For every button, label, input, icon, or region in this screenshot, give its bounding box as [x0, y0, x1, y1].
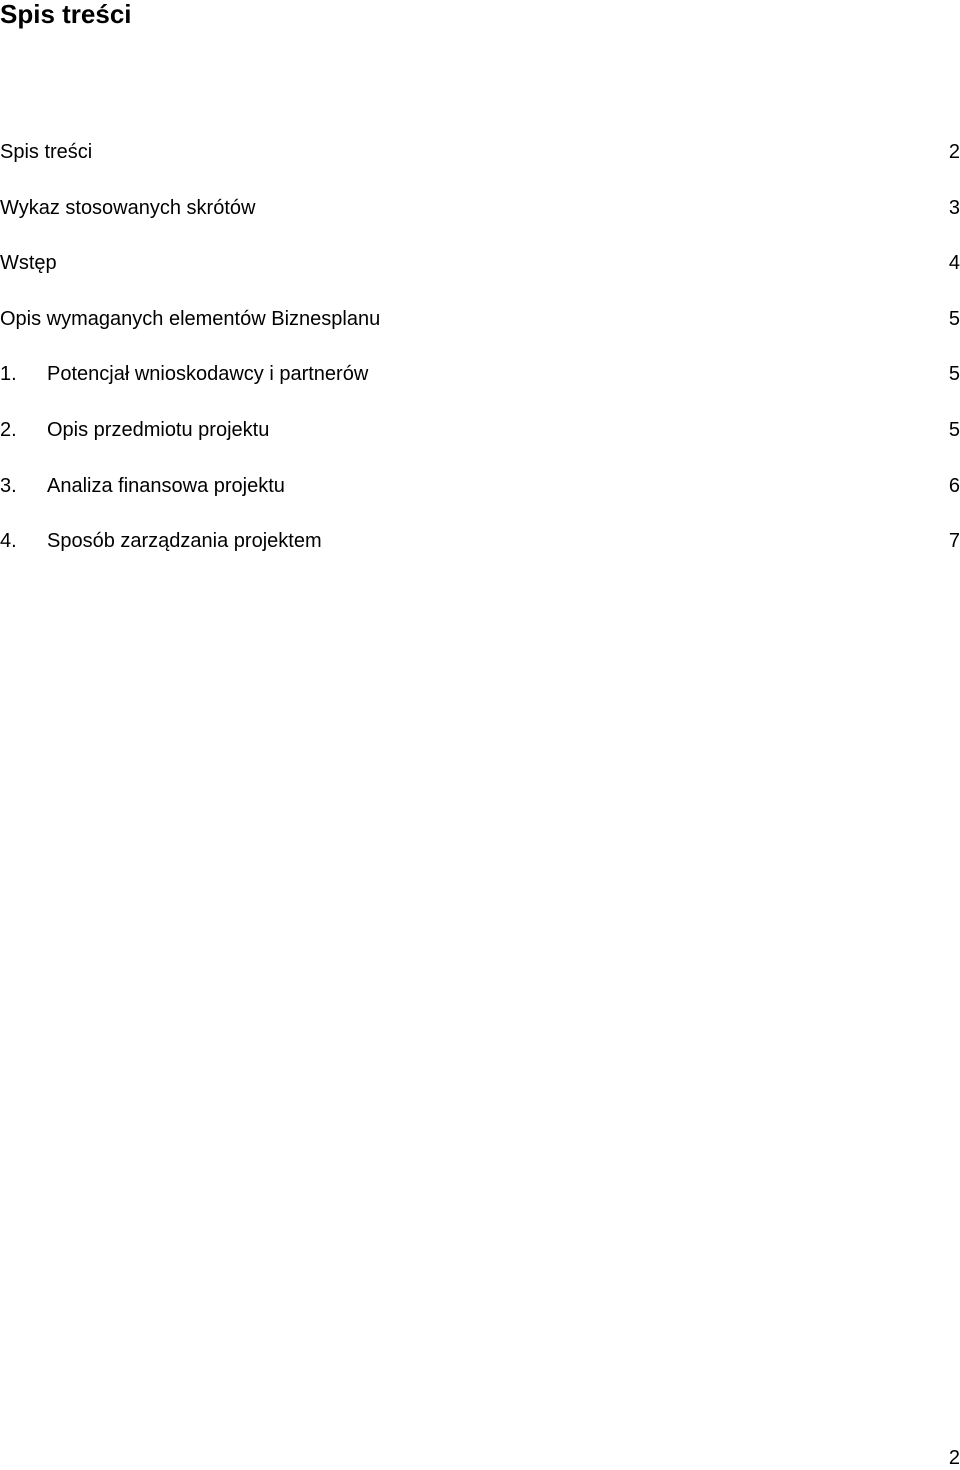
toc-entry-page: 5 [948, 363, 960, 386]
toc-entry-page: 5 [948, 307, 960, 330]
toc-entry-title: Opis wymaganych elementów Biznesplanu [0, 307, 381, 330]
toc-entry-title: Wykaz stosowanych skrótów [0, 196, 256, 219]
toc-entry-spis-tresci[interactable] [0, 138, 960, 194]
toc-entry-title: Wstęp [0, 252, 57, 275]
toc-entry-title: Sposób zarządzania projektem [47, 530, 322, 553]
toc-entry-number: 2. [0, 418, 17, 441]
toc-entry-opis-przedmiotu[interactable] [0, 416, 960, 472]
toc-entry-page: 4 [948, 252, 960, 275]
toc-entry-zarzadzanie[interactable] [0, 527, 960, 583]
toc-entry-title: Analiza finansowa projektu [47, 474, 285, 497]
toc-entry-page: 5 [948, 418, 960, 441]
toc-entry-opis-elementow[interactable] [0, 305, 960, 361]
toc-entry-title: Spis treści [0, 141, 93, 163]
toc-entry-title: Potencjał wnioskodawcy i partnerów [47, 363, 369, 386]
toc-entry-number: 1. [0, 363, 17, 386]
toc-entry-number: 4. [0, 530, 17, 553]
toc-entry-page: 6 [948, 474, 960, 497]
toc-entry-page: 7 [948, 530, 960, 553]
toc-entry-analiza-finansowa[interactable] [0, 472, 960, 528]
table-of-contents [0, 138, 960, 583]
page-title: Spis treści [0, 0, 132, 29]
toc-entry-wykaz-skrotow[interactable] [0, 194, 960, 250]
toc-entry-page: 2 [948, 141, 960, 163]
toc-entry-number: 3. [0, 474, 17, 497]
toc-entry-wstep[interactable] [0, 249, 960, 305]
toc-entry-title: Opis przedmiotu projektu [47, 418, 270, 441]
page-number: 2 [948, 1447, 960, 1469]
toc-entry-potencjal[interactable] [0, 360, 960, 416]
toc-entry-page: 3 [948, 196, 960, 219]
